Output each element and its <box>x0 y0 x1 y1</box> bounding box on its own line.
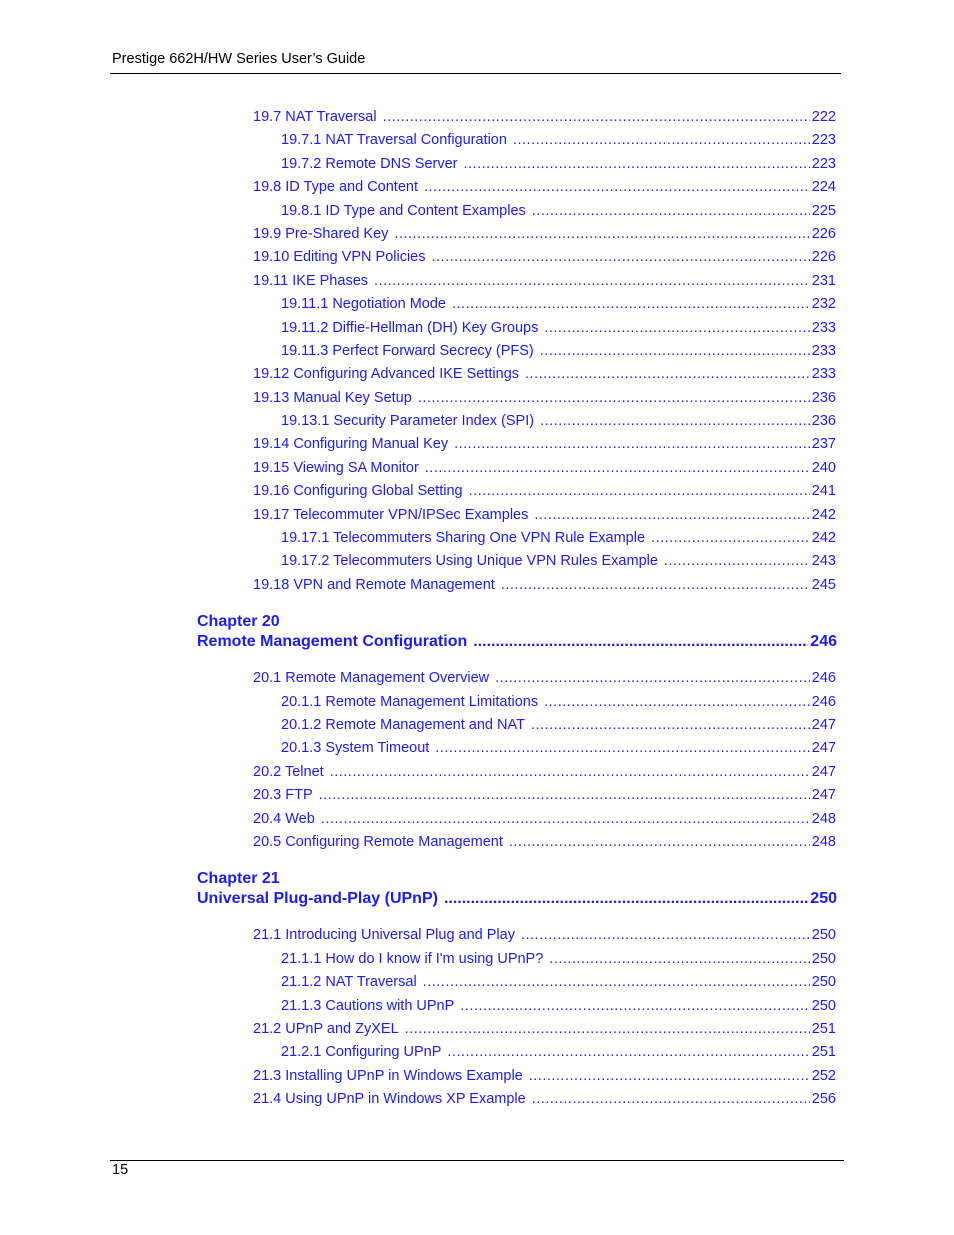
toc-entry[interactable] <box>281 1043 836 1061</box>
toc-entry-page: 233 <box>811 343 836 359</box>
toc-entry-title: 19.7.2 Remote DNS Server <box>281 156 458 172</box>
toc-entry[interactable] <box>253 786 836 804</box>
dot-leader <box>540 342 810 360</box>
dot-leader <box>444 889 808 909</box>
dot-leader <box>447 1043 809 1061</box>
toc-entry-title: 21.2.1 Configuring UPnP <box>281 1044 442 1060</box>
dot-leader <box>432 248 810 266</box>
toc-entry-title: 19.15 Viewing SA Monitor <box>253 460 419 476</box>
dot-leader <box>549 950 810 968</box>
toc-entry[interactable] <box>253 810 836 828</box>
toc-entry-title: 20.4 Web <box>253 811 315 827</box>
toc-entry-page: 237 <box>811 436 836 452</box>
dot-leader <box>509 833 810 851</box>
dot-leader <box>330 763 810 781</box>
toc-entry-title: 19.11.3 Perfect Forward Secrecy (PFS) <box>281 343 534 359</box>
toc-entry-page: 246 <box>811 694 836 710</box>
toc-entry[interactable] <box>253 576 836 594</box>
toc-entry[interactable] <box>253 389 836 407</box>
toc-entry-title: 21.1 Introducing Universal Plug and Play <box>253 927 515 943</box>
dot-leader <box>452 295 810 313</box>
chapter-page: 250 <box>810 890 837 907</box>
dot-leader <box>534 506 809 524</box>
toc-entry[interactable] <box>253 178 836 196</box>
toc-entry-title: 20.5 Configuring Remote Management <box>253 834 503 850</box>
toc-entry-page: 232 <box>811 296 836 312</box>
chapter-title: Remote Management Configuration <box>197 633 468 650</box>
dot-leader <box>651 529 810 547</box>
toc-entry-page: 223 <box>811 156 836 172</box>
toc-entry-title: 20.1.2 Remote Management and NAT <box>281 717 525 733</box>
dot-leader <box>532 1090 810 1108</box>
dot-leader <box>435 739 810 757</box>
dot-leader <box>454 435 810 453</box>
toc-entry[interactable] <box>281 412 836 430</box>
toc-entry-title: 19.13 Manual Key Setup <box>253 390 412 406</box>
toc-entry[interactable] <box>281 716 836 734</box>
chapter-title-entry[interactable] <box>197 889 837 909</box>
toc-entry-title: 19.14 Configuring Manual Key <box>253 436 449 452</box>
toc-entry[interactable] <box>281 202 836 220</box>
toc-entry[interactable] <box>281 950 836 968</box>
toc-entry-page: 226 <box>811 226 836 242</box>
toc-entry-page: 245 <box>811 577 836 593</box>
toc-entry-title: 20.1 Remote Management Overview <box>253 670 490 686</box>
toc-entry-title: 21.4 Using UPnP in Windows XP Example <box>253 1091 526 1107</box>
chapter-page: 246 <box>810 633 837 650</box>
toc-entry[interactable] <box>253 482 836 500</box>
toc-entry-title: 19.11.1 Negotiation Mode <box>281 296 446 312</box>
toc-entry-page: 242 <box>811 507 836 523</box>
toc-entry-page: 233 <box>811 320 836 336</box>
toc-entry-page: 226 <box>811 249 836 265</box>
toc-entry[interactable] <box>281 319 836 337</box>
dot-leader <box>319 786 810 804</box>
toc-entry-title: 19.18 VPN and Remote Management <box>253 577 495 593</box>
dot-leader <box>469 482 810 500</box>
toc-entry-page: 251 <box>811 1044 836 1060</box>
toc-entry-page: 242 <box>811 530 836 546</box>
toc-entry[interactable] <box>281 131 836 149</box>
toc-entry[interactable] <box>253 1067 836 1085</box>
toc-entry[interactable] <box>253 763 836 781</box>
toc-entry[interactable] <box>281 739 836 757</box>
toc-entry[interactable] <box>281 342 836 360</box>
dot-leader <box>460 997 810 1015</box>
toc-entry-page: 247 <box>811 740 836 756</box>
toc-entry-page: 250 <box>811 998 836 1014</box>
page-number: 15 <box>112 1162 129 1178</box>
chapter-label: Chapter 20 <box>197 613 280 630</box>
dot-leader <box>664 552 810 570</box>
toc-entry-page: 236 <box>811 413 836 429</box>
toc-entry[interactable] <box>253 108 836 126</box>
dot-leader <box>464 155 810 173</box>
toc-entry-title: 19.17.1 Telecommuters Sharing One VPN Rule Example <box>281 530 646 546</box>
toc-entry-title: 19.17 Telecommuter VPN/IPSec Examples <box>253 507 529 523</box>
toc-entry-page: 246 <box>811 670 836 686</box>
toc-entry-page: 252 <box>811 1068 836 1084</box>
toc-entry-title: 19.10 Editing VPN Policies <box>253 249 426 265</box>
toc-entry[interactable] <box>253 225 836 243</box>
toc-entry-page: 250 <box>811 927 836 943</box>
toc-entry-title: 21.1.1 How do I know if I'm using UPnP? <box>281 951 544 967</box>
dot-leader <box>544 693 810 711</box>
toc-entry-title: 20.1.3 System Timeout <box>281 740 430 756</box>
toc-entry[interactable] <box>281 552 836 570</box>
toc-entry-title: 19.12 Configuring Advanced IKE Settings <box>253 366 520 382</box>
toc-entry[interactable] <box>281 529 836 547</box>
toc-entry-page: 251 <box>811 1021 836 1037</box>
chapter-title-entry[interactable] <box>197 632 837 652</box>
toc-entry[interactable] <box>253 365 836 383</box>
toc-entry-title: 21.3 Installing UPnP in Windows Example <box>253 1068 523 1084</box>
toc-entry-page: 250 <box>811 974 836 990</box>
toc-entry-page: 223 <box>811 132 836 148</box>
toc-entry[interactable] <box>253 1020 836 1038</box>
toc-entry[interactable] <box>253 1090 836 1108</box>
toc-entry-title: 19.11 IKE Phases <box>253 273 369 289</box>
toc-entry-title: 21.1.2 NAT Traversal <box>281 974 417 990</box>
toc-entry[interactable] <box>253 272 836 290</box>
toc-entry-page: 247 <box>811 764 836 780</box>
toc-entry-page: 231 <box>811 273 836 289</box>
dot-leader <box>532 202 810 220</box>
toc-entry-page: 247 <box>811 717 836 733</box>
dot-leader <box>473 632 808 652</box>
toc-entry[interactable] <box>253 248 836 266</box>
toc-entry-title: 20.3 FTP <box>253 787 313 803</box>
toc-entry[interactable] <box>253 833 836 851</box>
toc-entry-page: 248 <box>811 811 836 827</box>
toc-entry-page: 241 <box>811 483 836 499</box>
toc-entry[interactable] <box>253 435 836 453</box>
toc-entry-page: 224 <box>811 179 836 195</box>
toc-entry-title: 19.7.1 NAT Traversal Configuration <box>281 132 507 148</box>
dot-leader <box>405 1020 810 1038</box>
dot-leader <box>394 225 809 243</box>
page-header-title: Prestige 662H/HW Series User’s Guide <box>112 51 366 67</box>
dot-leader <box>418 389 810 407</box>
toc-entry-page: 222 <box>811 109 836 125</box>
dot-leader <box>321 810 810 828</box>
toc-entry-title: 20.2 Telnet <box>253 764 324 780</box>
dot-leader <box>383 108 810 126</box>
toc-entry-title: 19.7 NAT Traversal <box>253 109 377 125</box>
dot-leader <box>544 319 809 337</box>
dot-leader <box>424 178 810 196</box>
toc-entry-page: 247 <box>811 787 836 803</box>
toc-entry-page: 256 <box>811 1091 836 1107</box>
toc-entry-title: 19.13.1 Security Parameter Index (SPI) <box>281 413 535 429</box>
toc-entry[interactable] <box>281 997 836 1015</box>
toc-entry-page: 240 <box>811 460 836 476</box>
footer-rule <box>110 1160 844 1161</box>
toc-entry-title: 19.8 ID Type and Content <box>253 179 418 195</box>
dot-leader <box>525 365 810 383</box>
dot-leader <box>529 1067 810 1085</box>
toc-entry[interactable] <box>253 926 836 944</box>
toc-entry-title: 19.9 Pre-Shared Key <box>253 226 389 242</box>
toc-entry-page: 225 <box>811 203 836 219</box>
dot-leader <box>425 459 810 477</box>
toc-entry-title: 19.11.2 Diffie-Hellman (DH) Key Groups <box>281 320 539 336</box>
toc-entry-title: 19.16 Configuring Global Setting <box>253 483 463 499</box>
toc-entry-title: 19.17.2 Telecommuters Using Unique VPN Rules Example <box>281 553 658 569</box>
header-rule <box>110 73 841 74</box>
toc-entry[interactable] <box>253 669 836 687</box>
chapter-label: Chapter 21 <box>197 870 280 887</box>
dot-leader <box>495 669 810 687</box>
toc-entry-page: 243 <box>811 553 836 569</box>
dot-leader <box>513 131 810 149</box>
toc-entry-title: 20.1.1 Remote Management Limitations <box>281 694 539 710</box>
dot-leader <box>540 412 810 430</box>
dot-leader <box>501 576 810 594</box>
toc-entry[interactable] <box>281 155 836 173</box>
dot-leader <box>374 272 810 290</box>
toc-entry[interactable] <box>281 973 836 991</box>
chapter-title: Universal Plug-and-Play (UPnP) <box>197 890 438 907</box>
toc-entry[interactable] <box>253 459 836 477</box>
dot-leader <box>423 973 810 991</box>
toc-entry-page: 233 <box>811 366 836 382</box>
toc-entry[interactable] <box>281 693 836 711</box>
toc-entry-page: 236 <box>811 390 836 406</box>
toc-entry[interactable] <box>253 506 836 524</box>
toc-entry-title: 19.8.1 ID Type and Content Examples <box>281 203 526 219</box>
dot-leader <box>531 716 810 734</box>
dot-leader <box>521 926 810 944</box>
toc-entry-page: 248 <box>811 834 836 850</box>
toc-entry-title: 21.2 UPnP and ZyXEL <box>253 1021 399 1037</box>
toc-entry[interactable] <box>281 295 836 313</box>
toc-entry-title: 21.1.3 Cautions with UPnP <box>281 998 455 1014</box>
toc-entry-page: 250 <box>811 951 836 967</box>
